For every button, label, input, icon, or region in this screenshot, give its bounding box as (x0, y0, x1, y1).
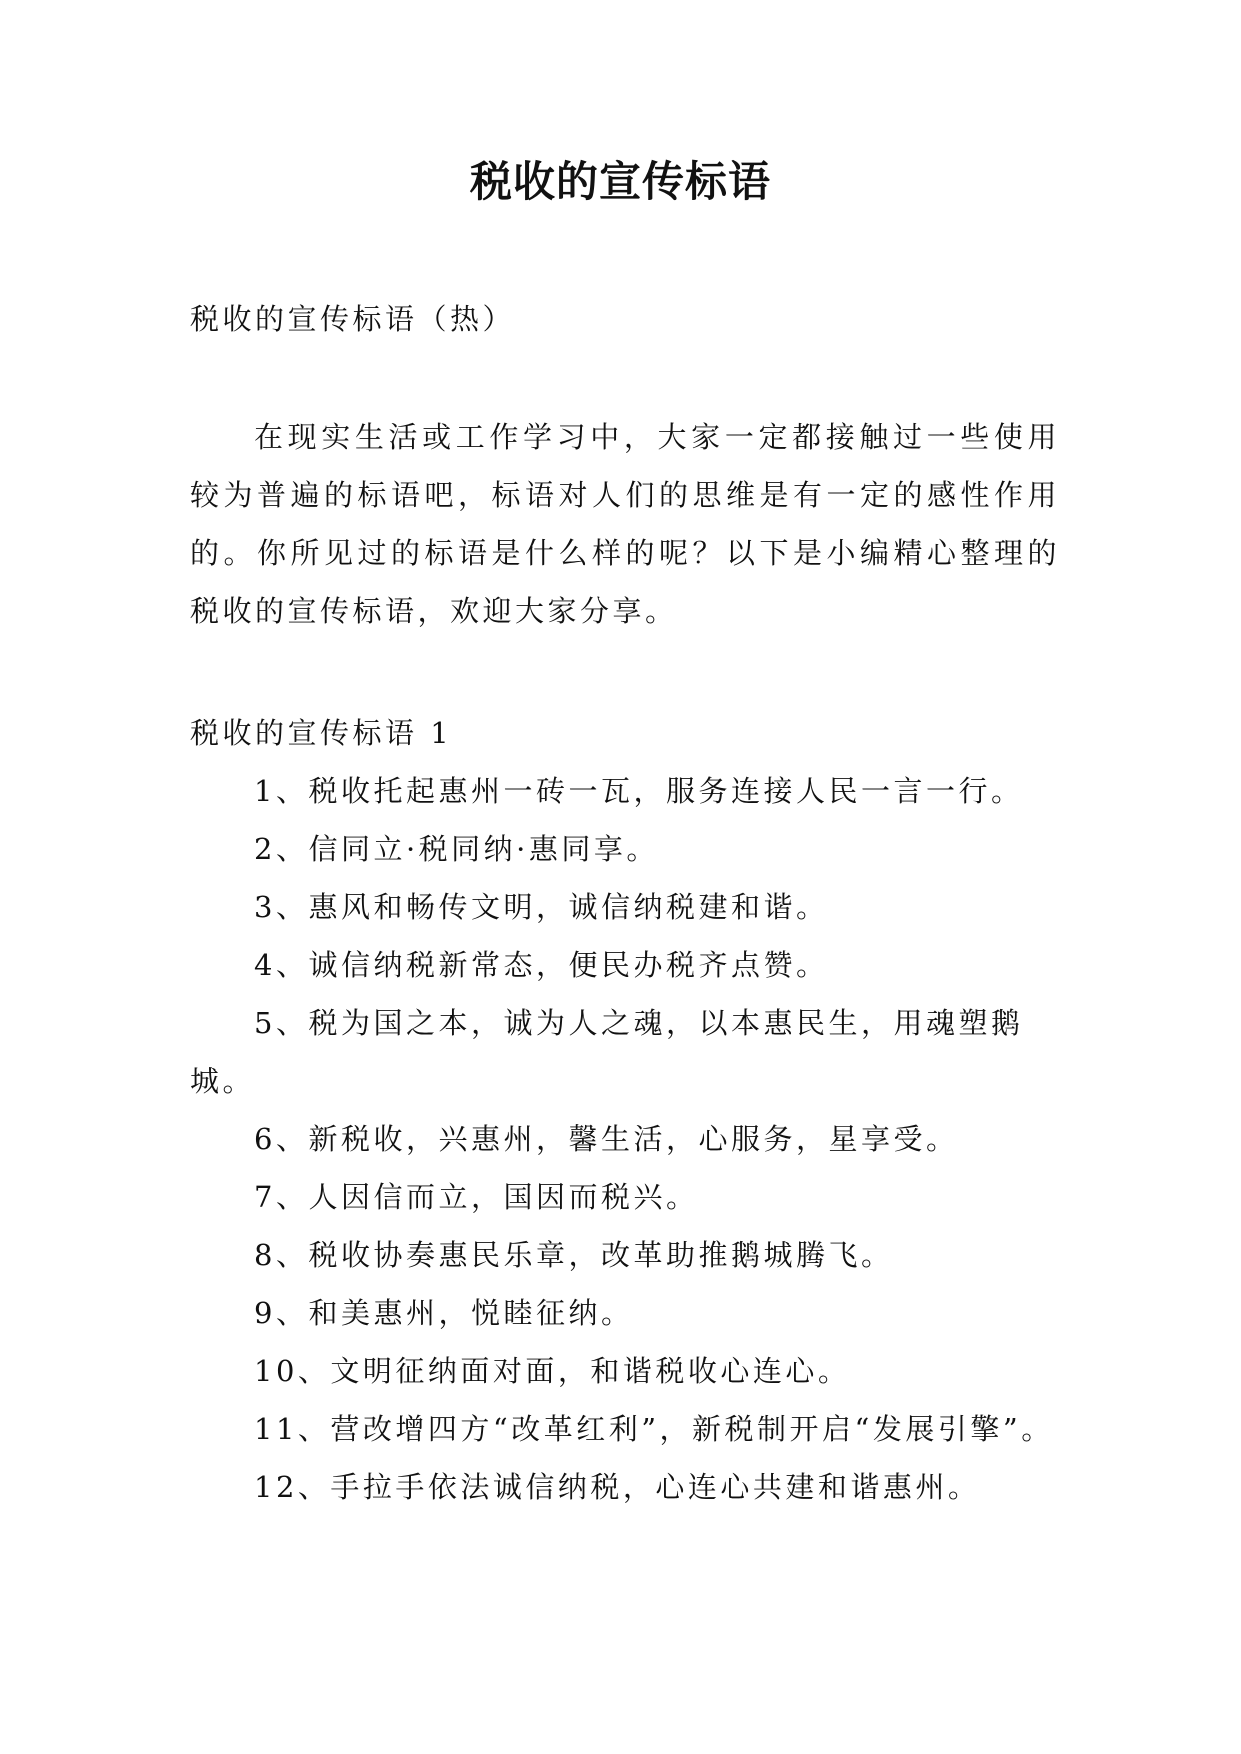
slogan-item: 5、税为国之本，诚为人之魂，以本惠民生，用魂塑鹅城。 (190, 1006, 1024, 1098)
document-title: 税收的宣传标语 (469, 157, 771, 206)
slogan-item: 11、营改增四方“改革红利”，新税制开启“发展引擎”。 (254, 1412, 1054, 1446)
slogan-item: 6、新税收，兴惠州，馨生活，心服务，星享受。 (254, 1122, 959, 1156)
document-body (190, 290, 1060, 1516)
slogan-item: 4、诚信纳税新常态，便民办税齐点赞。 (254, 948, 829, 982)
intro-paragraph: 在现实生活或工作学习中，大家一定都接触过一些使用较为普遍的标语吧，标语对人们的思维是有一定的感性作用的。你所见过的标语是什么样的呢？以下是小编精心整理的税收的宣传标语，欢迎大家分享。 (190, 420, 1060, 628)
document-subtitle: 税收的宣传标语（热） (190, 302, 516, 336)
slogan-item: 3、惠风和畅传文明，诚信纳税建和谐。 (254, 890, 829, 924)
slogan-item: 2、信同立·税同纳·惠同享。 (254, 832, 659, 866)
slogan-item: 8、税收协奏惠民乐章，改革助推鹅城腾飞。 (254, 1238, 894, 1272)
slogan-item: 9、和美惠州，悦睦征纳。 (254, 1296, 634, 1330)
section-heading: 税收的宣传标语 1 (190, 716, 453, 750)
slogan-item: 10、文明征纳面对面，和谐税收心连心。 (254, 1354, 851, 1388)
slogan-item: 12、手拉手依法诚信纳税，心连心共建和谐惠州。 (254, 1470, 981, 1504)
slogan-item: 1、税收托起惠州一砖一瓦，服务连接人民一言一行。 (254, 774, 1024, 808)
slogan-list (190, 762, 1060, 1516)
slogan-item: 7、人因信而立，国因而税兴。 (254, 1180, 699, 1214)
